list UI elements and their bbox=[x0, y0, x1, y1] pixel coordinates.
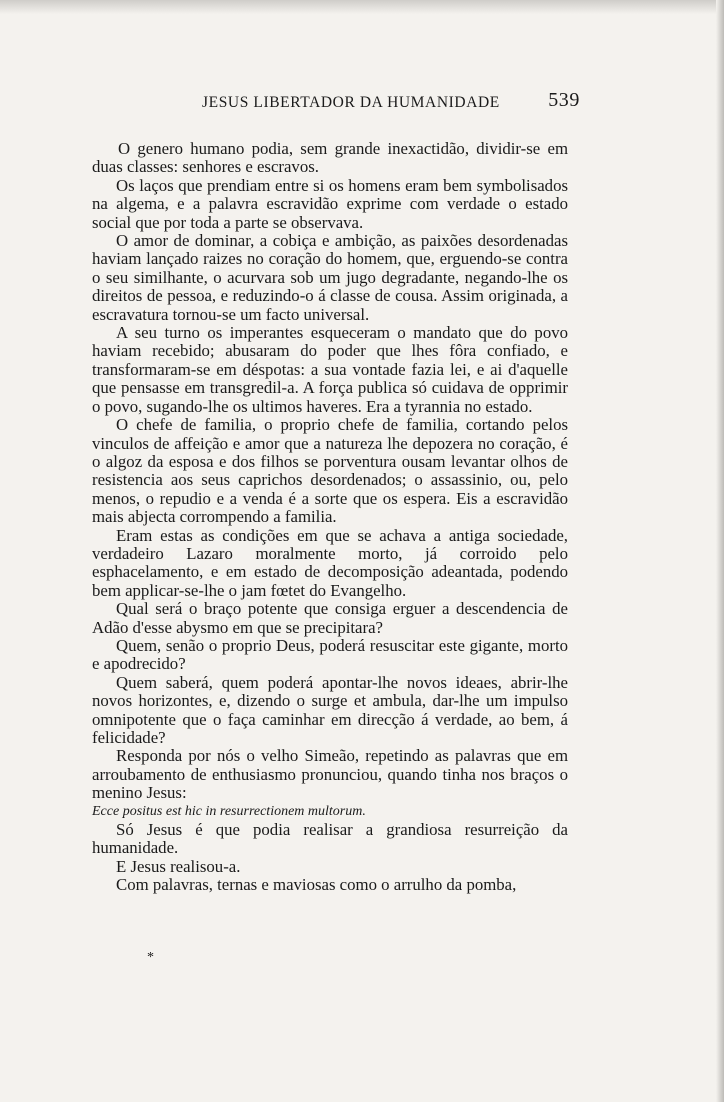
paragraph: Quem, senão o proprio Deus, poderá resuscitar este gigante, morto e apodrecido? bbox=[92, 635, 568, 674]
paragraph: Quem saberá, quem poderá apontar-lhe novos ideaes, abrir-lhe novos horizontes, e, dizendo o surge et ambula, dar-lhe um impulso omnipotente que o faça caminhar em direcção á verdade, ao bem, á felicidade? bbox=[92, 672, 568, 747]
paragraph: Responda por nós o velho Simeão, repetindo as palavras que em arroubamento de enthusiasmo pronunciou, quando tinha nos braços o menino Jesus: bbox=[92, 746, 568, 803]
paragraph: Só Jesus é que podia realisar a grandiosa resurreição da humanidade. bbox=[92, 820, 568, 858]
paragraph: O genero humano podia, sem grande inexactidão, dividir-se em duas classes: senhores e escravos. bbox=[92, 139, 568, 177]
latin-quote: Ecce positus est hic in resurrectionem multorum. bbox=[92, 803, 366, 819]
running-head-title: JESUS LIBERTADOR DA HUMANIDADE bbox=[202, 94, 500, 111]
page-number: 539 bbox=[548, 89, 580, 111]
body-text bbox=[92, 140, 568, 895]
paragraph: O amor de dominar, a cobiça e ambição, as paixões desordenadas haviam lançado raizes no coração do homem, que, erguendo-se contra o seu similhante, o acurvara sob um jugo degradante, negando-lhe os direitos de pessoa, e reduzindo-o á classe de cousa. Assim originada, a escravatura tornou-se um facto universal. bbox=[92, 231, 568, 324]
paragraph: Qual será o braço potente que consiga erguer a descendencia de Adão d'esse abysmo em que se precipitara? bbox=[92, 599, 568, 637]
page-right-edge bbox=[716, 0, 724, 1102]
paragraph: Com palavras, ternas e maviosas como o arrulho da pomba, bbox=[116, 875, 517, 895]
paragraph: A seu turno os imperantes esqueceram o mandato que do povo haviam recebido; abusaram do poder que lhes fôra confiado, e transformaram-se em déspotas: a sua vontade fazia lei, e ai d'aquelle que pensasse em transgredil-a. A força publica só cuidava de opprimir o povo, sugando-lhe os ultimos haveres. Era a tyrannia no estado. bbox=[92, 323, 568, 416]
paragraph: Os laços que prendiam entre si os homens eram bem symbolisados na algema, e a palavra escravidão exprime com verdade o estado social que por toda a parte se observava. bbox=[92, 175, 568, 232]
page-top-edge bbox=[0, 0, 724, 14]
paragraph: Eram estas as condições em que se achava a antiga sociedade, verdadeiro Lazaro moralmente morto, já corroido pelo esphacelamento, e em estado de decomposição adeantada, podendo bem applicar-se-lhe o jam fœtet do Evangelho. bbox=[92, 525, 568, 600]
signature-marker: * bbox=[147, 950, 154, 965]
paragraph: O chefe de familia, o proprio chefe de familia, cortando pelos vinculos de affeição e amor que a natureza lhe depozera no coração, é o algoz da esposa e dos filhos se porventura ousam levantar olhos de resistencia aos seus caprichos desordenados; o assassinio, ou, pelo menos, o repudio e a venda é a sorte que os espera. Eis a escravidão mais abjecta corrompendo a familia. bbox=[92, 415, 568, 527]
paragraph: E Jesus realisou-a. bbox=[116, 856, 241, 876]
